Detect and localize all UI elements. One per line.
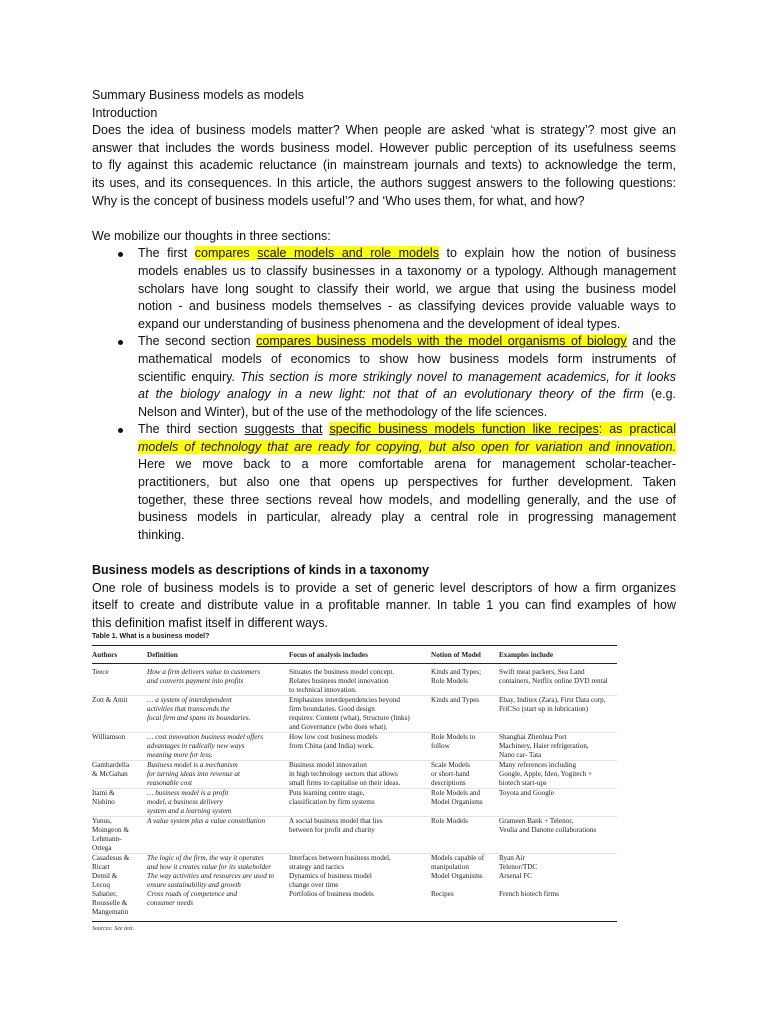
notion-text: Recipes bbox=[431, 889, 454, 898]
notion-text: Model Organisms bbox=[431, 871, 483, 880]
notion-text: Role Models bbox=[431, 816, 468, 825]
focus-text: classification by firm systems bbox=[289, 797, 375, 806]
table-caption: Table 1. What is a business model? bbox=[92, 633, 210, 640]
authors-text: Moingeon & bbox=[92, 825, 129, 834]
definition-text: advantages in radically new ways bbox=[147, 741, 245, 750]
examples-text: Grameen Bank + Telenor, bbox=[499, 816, 574, 825]
table-header-row bbox=[92, 645, 617, 664]
highlighted-underlined-text: specific business models function like recipes bbox=[329, 422, 599, 437]
definition-text: and how it creates value for its stakeholder bbox=[147, 862, 272, 871]
authors-cell bbox=[92, 789, 147, 816]
definition-text: model, a business delivery bbox=[147, 797, 223, 806]
focus-text: Interfaces between business model, bbox=[289, 853, 391, 862]
bullet-line: Nelson and Winter), but of the use of the methodology of the life sciences. bbox=[138, 404, 548, 419]
examples-cell bbox=[499, 696, 617, 732]
examples-text: Shanghai Zhenhua Port bbox=[499, 732, 567, 741]
notion-text: Scale Models bbox=[431, 760, 470, 769]
bullet-line bbox=[138, 421, 676, 439]
examples-text: Toyota and Google bbox=[499, 788, 554, 797]
definition-cell bbox=[147, 817, 289, 853]
focus-cell bbox=[289, 696, 431, 732]
focus-text: strategy and tactics bbox=[289, 862, 345, 871]
examples-cell bbox=[499, 854, 617, 872]
bullet-line: notion - and business models themselves - as classifying devices provide valuable ways to bbox=[138, 299, 676, 314]
highlighted-underlined-text: scale models and role models bbox=[257, 246, 439, 261]
bullet-icon bbox=[118, 428, 123, 433]
definition-text: reasonable cost bbox=[147, 778, 193, 787]
examples-cell bbox=[499, 761, 617, 788]
authors-text: Gambardella bbox=[92, 760, 130, 769]
bullet-line: together, these three sections reveal how models, and modelling generally, and the use of bbox=[138, 492, 676, 507]
bullet-icon bbox=[118, 252, 123, 257]
authors-cell bbox=[92, 854, 147, 872]
highlighted-text: : as practical bbox=[598, 422, 676, 437]
paragraph-line: One role of business models is to provide a set of generic level descriptors of how a firm organizes bbox=[92, 580, 676, 595]
italic-text: This section is more strikingly novel to management academics, for it looks bbox=[240, 369, 677, 384]
highlighted-underlined-text: compares business models with the model organisms of biology bbox=[256, 334, 627, 349]
examples-cell bbox=[499, 789, 617, 816]
examples-cell bbox=[499, 733, 617, 760]
bullet-line: Here we move back to a more comfortable arena for management scholar-teacher- bbox=[138, 457, 676, 472]
table-row bbox=[92, 788, 617, 816]
paragraph-line: itself to create and distribute value in a profitable manner. In table 1 you can find examples of how bbox=[92, 598, 676, 613]
bullet-line: models enables us to classify businesses in a taxonomy or a typology. Although management bbox=[138, 263, 676, 278]
focus-cell bbox=[289, 668, 431, 695]
definition-text: … business model is a profit bbox=[147, 788, 229, 797]
authors-cell bbox=[92, 696, 147, 732]
notion-text: Role Models to bbox=[431, 732, 476, 741]
focus-text: Portfolios of business models bbox=[289, 889, 374, 898]
focus-cell bbox=[289, 890, 431, 917]
definition-cell bbox=[147, 733, 289, 760]
authors-text: Rousselle & bbox=[92, 898, 128, 907]
authors-text: Ricart bbox=[92, 862, 110, 871]
examples-text: Telenor/TDC bbox=[499, 862, 538, 871]
focus-text: Business model innovation bbox=[289, 760, 367, 769]
definition-cell bbox=[147, 854, 289, 872]
focus-text: Dynamics of business model bbox=[289, 871, 372, 880]
examples-text: Ebay, Inditex (Zara), First Data corp, bbox=[499, 695, 606, 704]
notion-cell bbox=[431, 890, 499, 917]
line-text: and the bbox=[626, 334, 676, 349]
authors-text: Itami & bbox=[92, 788, 115, 797]
focus-text: Emphasizes interdependencies beyond bbox=[289, 695, 400, 704]
table-bottom-rule bbox=[92, 921, 617, 922]
highlighted-text: compares bbox=[194, 246, 258, 261]
focus-cell bbox=[289, 872, 431, 890]
examples-text: Google, Apple, Ideo, Yogitech + bbox=[499, 769, 593, 778]
examples-text: Many references including bbox=[499, 760, 577, 769]
introduction-heading: Introduction bbox=[92, 105, 158, 120]
taxonomy-paragraph bbox=[92, 580, 676, 633]
definition-cell bbox=[147, 789, 289, 816]
authors-text: Lehmann- bbox=[92, 834, 122, 843]
notion-text: Kinds and Types bbox=[431, 695, 480, 704]
italic-text: at the biology analogy in a new light: not that of an evolutionary theory of the firm bbox=[138, 387, 644, 402]
notion-text: or short-hand bbox=[431, 769, 470, 778]
focus-text: Relates business model innovation bbox=[289, 676, 389, 685]
notion-text: Model Organisms bbox=[431, 797, 483, 806]
authors-text: Ortega bbox=[92, 843, 112, 852]
bullet-icon bbox=[118, 340, 123, 345]
line-text: The third section bbox=[138, 422, 245, 437]
examples-text: Nano car- Tata bbox=[499, 750, 542, 759]
examples-cell bbox=[499, 890, 617, 917]
definition-text: A value system plus a value constellation bbox=[147, 816, 266, 825]
examples-text: Arsenal FC bbox=[499, 871, 532, 880]
definition-text: system and a learning system bbox=[147, 806, 232, 815]
column-header-authors: Authors bbox=[92, 651, 118, 659]
table-row bbox=[92, 695, 617, 732]
taxonomy-heading: Business models as descriptions of kinds in a taxonomy bbox=[92, 563, 429, 578]
line-text: scientific enquiry. bbox=[138, 369, 241, 384]
bullet-list bbox=[92, 245, 676, 544]
definition-text: meaning more for less. bbox=[147, 750, 213, 759]
paragraph-line: its uses, and its consequences. In this article, the authors suggest answers to the following questions: bbox=[92, 175, 676, 190]
examples-text: Machinery, Haier refrigeration, bbox=[499, 741, 589, 750]
authors-cell bbox=[92, 872, 147, 890]
definition-text: ensure sustainability and growth bbox=[147, 880, 241, 889]
sections-lead: We mobilize our thoughts in three sections: bbox=[92, 228, 331, 243]
authors-text: & McGahan bbox=[92, 769, 128, 778]
document-title: Summary Business models as models bbox=[92, 88, 304, 102]
bullet-item-recipes bbox=[138, 421, 676, 544]
definition-text: The way activities and resources are used to bbox=[147, 871, 275, 880]
focus-text: Puts learning centre stage, bbox=[289, 788, 365, 797]
authors-cell bbox=[92, 817, 147, 853]
examples-cell bbox=[499, 872, 617, 890]
table-body bbox=[92, 668, 617, 917]
focus-text: between for profit and charity bbox=[289, 825, 375, 834]
authors-text: Casadesus & bbox=[92, 853, 130, 862]
bullet-line bbox=[138, 333, 676, 351]
examples-text: containers, Netflix online DVD rental bbox=[499, 676, 608, 685]
definition-text: How a firm delivers value to customers bbox=[147, 667, 260, 676]
examples-text: Swift meat packers, Sea Land bbox=[499, 667, 585, 676]
bullet-line bbox=[138, 386, 676, 404]
line-text: to explain how the notion of business bbox=[438, 246, 677, 261]
bullet-line: mathematical models of economics to show how business models form instruments of bbox=[138, 351, 676, 366]
definition-text: consumer needs bbox=[147, 898, 194, 907]
notion-cell bbox=[431, 668, 499, 695]
notion-cell bbox=[431, 761, 499, 788]
focus-text: from China (and India) work. bbox=[289, 741, 374, 750]
line-text: The first bbox=[138, 246, 195, 261]
definition-text: focal firm and spans its boundaries. bbox=[147, 713, 251, 722]
paragraph-line: to fly against this academic reluctance (in mainstream journals and texts) to acknowledge the term, bbox=[92, 158, 676, 173]
focus-cell bbox=[289, 761, 431, 788]
bullet-line bbox=[138, 369, 676, 387]
notion-text: manipulation bbox=[431, 862, 469, 871]
examples-cell bbox=[499, 817, 617, 853]
definition-cell bbox=[147, 696, 289, 732]
focus-text: requires: Content (what), Structure (links) bbox=[289, 713, 410, 722]
paragraph-line: Why is the concept of business models useful’? and ‘Who uses them, for what, and how? bbox=[92, 193, 585, 208]
examples-text: FriCSo (start up in lubrication) bbox=[499, 704, 589, 713]
column-header-examples: Examples include bbox=[499, 651, 554, 659]
column-header-definition: Definition bbox=[147, 651, 178, 659]
authors-cell bbox=[92, 890, 147, 917]
authors-text: Teece bbox=[92, 667, 109, 676]
authors-text: Yunus, bbox=[92, 816, 112, 825]
authors-cell bbox=[92, 733, 147, 760]
table-row bbox=[92, 732, 617, 760]
notion-cell bbox=[431, 789, 499, 816]
notion-text: Role Models and bbox=[431, 788, 481, 797]
focus-text: to technical innovation. bbox=[289, 685, 357, 694]
notion-text: follow bbox=[431, 741, 450, 750]
notion-text: Role Models bbox=[431, 676, 468, 685]
focus-text: change over time bbox=[289, 880, 339, 889]
focus-cell bbox=[289, 854, 431, 872]
focus-text: small firms to capitalise on their ideas. bbox=[289, 778, 401, 787]
examples-text: Ryan Air bbox=[499, 853, 525, 862]
notion-text: Kinds and Types; bbox=[431, 667, 482, 676]
table-source-note: Sources: See text. bbox=[92, 925, 135, 932]
authors-text: Zott & Amit bbox=[92, 695, 128, 704]
authors-text: Nishino bbox=[92, 797, 115, 806]
definition-text: … cost innovation business model offers bbox=[147, 732, 263, 741]
table-row bbox=[92, 872, 617, 890]
definition-cell bbox=[147, 872, 289, 890]
examples-cell bbox=[499, 668, 617, 695]
definition-text: Business model is a mechanism bbox=[147, 760, 238, 769]
examples-text: French biotech firms bbox=[499, 889, 559, 898]
notion-cell bbox=[431, 854, 499, 872]
focus-text: in high technology sectors that allows bbox=[289, 769, 398, 778]
highlighted-italic-text: models of technology that are ready for copying, but also open for variation and innovation. bbox=[138, 439, 676, 454]
table-row bbox=[92, 890, 617, 917]
bullet-item-model-organisms bbox=[138, 333, 676, 421]
line-text: (e.g. bbox=[643, 387, 676, 402]
focus-cell bbox=[289, 789, 431, 816]
paragraph-line: answer that includes the words business model. However public perception of its usefulness seems bbox=[92, 140, 676, 155]
focus-cell bbox=[289, 817, 431, 853]
column-header-focus: Focus of analysis includes bbox=[289, 651, 368, 659]
paragraph-line: this definition mafist itself in different ways. bbox=[92, 615, 328, 630]
bullet-line bbox=[138, 245, 676, 263]
bullet-line: business models in particular, already play a central role in progressing management bbox=[138, 510, 676, 525]
examples-text: biotech start-ups bbox=[499, 778, 547, 787]
focus-text: Situates the business model concept. bbox=[289, 667, 395, 676]
document-body bbox=[92, 87, 676, 632]
introduction-paragraph bbox=[92, 122, 676, 210]
notion-text: descriptions bbox=[431, 778, 466, 787]
table-row bbox=[92, 853, 617, 872]
examples-text: Veolia and Danone collaborations bbox=[499, 825, 597, 834]
focus-text: How low cost business models bbox=[289, 732, 378, 741]
focus-text: and Governance (who does what). bbox=[289, 722, 388, 731]
authors-text: Lecoq bbox=[92, 880, 110, 889]
notion-text: Models capable of bbox=[431, 853, 485, 862]
notion-cell bbox=[431, 817, 499, 853]
notion-cell bbox=[431, 696, 499, 732]
business-model-table bbox=[92, 632, 617, 933]
table-row bbox=[92, 668, 617, 695]
bullet-item-scale-models bbox=[138, 245, 676, 333]
focus-text: A social business model that lies bbox=[289, 816, 383, 825]
definition-text: activities that transcends the bbox=[147, 704, 230, 713]
focus-cell bbox=[289, 733, 431, 760]
definition-text: The logic of the firm, the way it operates bbox=[147, 853, 264, 862]
notion-cell bbox=[431, 872, 499, 890]
authors-text: Demil & bbox=[92, 871, 118, 880]
underlined-text: suggests that bbox=[244, 422, 323, 437]
table-row bbox=[92, 816, 617, 853]
paragraph-line: Does the idea of business models matter? When people are asked ‘what is strategy’? most give an bbox=[92, 123, 676, 138]
bullet-line: practitioners, but also one that opens up perspectives for further development. Taken bbox=[138, 475, 676, 490]
authors-cell bbox=[92, 668, 147, 695]
line-text: The second section bbox=[138, 334, 257, 349]
column-header-notion: Notion of Model bbox=[431, 651, 481, 659]
focus-text: firm boundaries. Good design bbox=[289, 704, 375, 713]
authors-text: Sabatier, bbox=[92, 889, 118, 898]
bullet-line: scholars have long sought to classify their world, we argue that using the business model bbox=[138, 281, 676, 296]
table-row bbox=[92, 760, 617, 788]
definition-cell bbox=[147, 761, 289, 788]
definition-cell bbox=[147, 668, 289, 695]
authors-text: Mangematin bbox=[92, 907, 129, 916]
definition-text: … a system of interdependent bbox=[147, 695, 232, 704]
bullet-line: thinking. bbox=[138, 527, 185, 542]
bullet-line bbox=[138, 439, 676, 457]
definition-cell bbox=[147, 890, 289, 917]
definition-text: and converts payment into profits bbox=[147, 676, 244, 685]
definition-text: Cross roads of competence and bbox=[147, 889, 238, 898]
authors-cell bbox=[92, 761, 147, 788]
notion-cell bbox=[431, 733, 499, 760]
authors-text: Williamson bbox=[92, 732, 126, 741]
definition-text: for turning ideas into revenue at bbox=[147, 769, 240, 778]
bullet-line: expand our understanding of business phenomena and the development of ideal types. bbox=[138, 316, 621, 331]
